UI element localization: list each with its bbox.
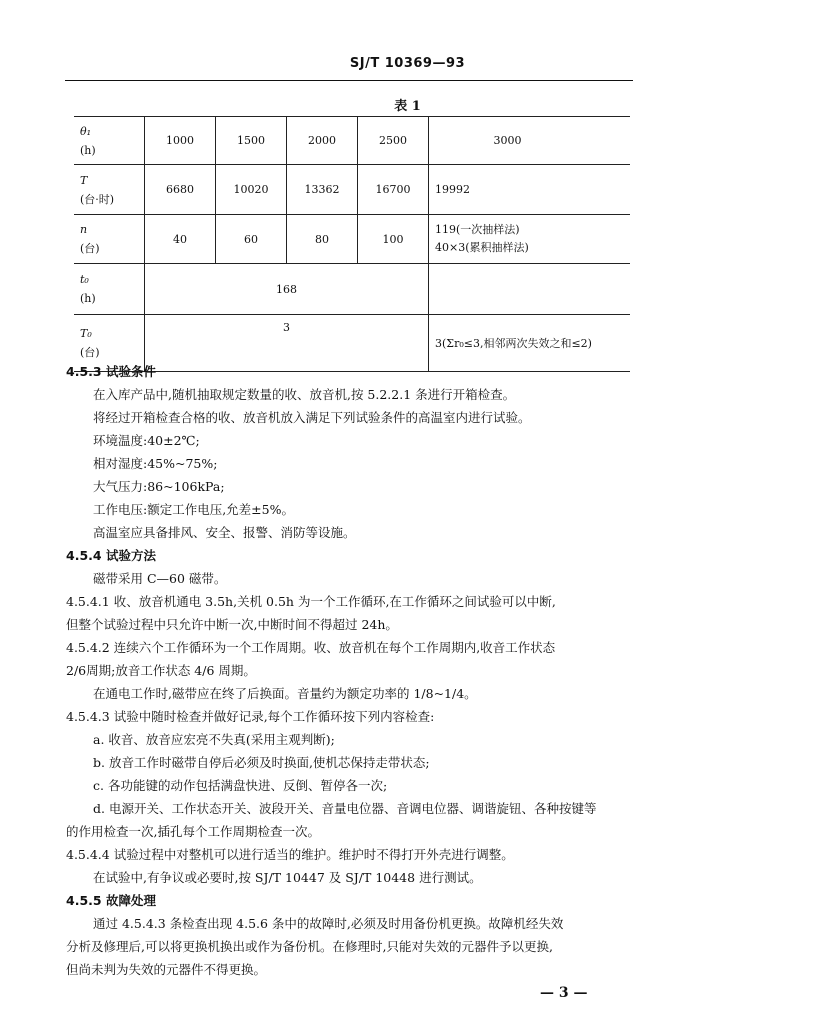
table-row	[74, 215, 630, 264]
table-cell: 3(Σr₀≤3,相邻两次失效之和≤2)	[429, 315, 631, 372]
paragraph-line: 但尚未判为失效的元器件不得更换。	[66, 962, 267, 977]
table-cell-merged: 3	[145, 315, 429, 372]
section-heading: 4.5.4 试验方法	[66, 548, 156, 563]
paragraph-line: 2/6周期;放音工作状态 4/6 周期。	[66, 663, 256, 678]
table-cell: 13362	[287, 165, 358, 215]
paragraph-line: 4.5.4.3 试验中随时检查并做好记录,每个工作循环按下列内容检查:	[66, 709, 435, 724]
table-cell-merged: 168	[145, 264, 429, 315]
list-item: b. 放音工作时磁带自停后必须及时换面,使机芯保持走带状态;	[93, 755, 430, 770]
row-label: T (台·时)	[74, 165, 145, 215]
row-label: t₀ (h)	[74, 264, 145, 315]
table-cell: 2500	[358, 117, 429, 165]
paragraph-line: 相对湿度:45%~75%;	[93, 456, 218, 471]
paragraph-line: 工作电压:额定工作电压,允差±5%。	[93, 502, 294, 517]
paragraph-line: 分析及修理后,可以将更换机换出或作为备份机。在修理时,只能对失效的元器件予以更换,	[66, 939, 553, 954]
page-number: — 3 —	[540, 985, 588, 1001]
table-row	[74, 264, 630, 315]
table-cell: 2000	[287, 117, 358, 165]
paragraph-line: 4.5.4.4 试验过程中对整机可以进行适当的维护。维护时不得打开外壳进行调整。	[66, 847, 514, 862]
list-item: c. 各功能键的动作包括满盘快进、反倒、暂停各一次;	[93, 778, 388, 793]
section-heading: 4.5.3 试验条件	[66, 364, 156, 379]
paragraph-line: 在通电工作时,磁带应在终了后换面。音量约为额定功率的 1/8~1/4。	[93, 686, 477, 701]
table-cell: 60	[216, 215, 287, 264]
paragraph-line: 环境温度:40±2℃;	[93, 433, 200, 448]
paragraph-line: 4.5.4.2 连续六个工作循环为一个工作周期。收、放音机在每个工作周期内,收音工作状态	[66, 640, 556, 655]
table-cell: 3000	[429, 117, 631, 165]
table-cell	[429, 264, 631, 315]
paragraph-line: 高温室应具备排风、安全、报警、消防等设施。	[93, 525, 356, 540]
table-cell: 16700	[358, 165, 429, 215]
paragraph-line: 将经过开箱检查合格的收、放音机放入满足下列试验条件的高温室内进行试验。	[93, 410, 531, 425]
table-cell: 119(一次抽样法) 40×3(累积抽样法)	[429, 215, 631, 264]
table-cell: 80	[287, 215, 358, 264]
list-item: a. 收音、放音应宏亮不失真(采用主观判断);	[93, 732, 335, 747]
table-row	[74, 315, 630, 372]
doc-header: SJ/T 10369—93	[349, 56, 466, 71]
paragraph-line: 大气压力:86~106kPa;	[93, 479, 225, 494]
list-item: d. 电源开关、工作状态开关、波段开关、音量电位器、音调电位器、调谐旋钮、各种按键等	[93, 801, 597, 816]
table-cell: 6680	[145, 165, 216, 215]
paragraph-line: 通过 4.5.4.3 条检查出现 4.5.6 条中的故障时,必须及时用备份机更换。故障机经失效	[93, 916, 564, 931]
table-row	[74, 165, 630, 215]
table-row	[74, 117, 630, 165]
table-caption: 表 1	[394, 99, 421, 114]
paragraph-line: 但整个试验过程中只允许中断一次,中断时间不得超过 24h。	[66, 617, 398, 632]
table-cell: 1500	[216, 117, 287, 165]
row-label: θ₁ (h)	[74, 117, 145, 165]
table-1	[74, 116, 630, 372]
row-label: T₀ (台)	[74, 315, 145, 372]
row-label: n (台)	[74, 215, 145, 264]
paragraph-line: 磁带采用 C—60 磁带。	[93, 571, 227, 586]
table-cell: 40	[145, 215, 216, 264]
table-cell: 19992	[429, 165, 631, 215]
table-cell: 1000	[145, 117, 216, 165]
paragraph-line: 的作用检查一次,插孔每个工作周期检查一次。	[66, 824, 320, 839]
paragraph-line: 4.5.4.1 收、放音机通电 3.5h,关机 0.5h 为一个工作循环,在工作循环之间试验可以中断,	[66, 594, 556, 609]
paragraph-line: 在入库产品中,随机抽取规定数量的收、放音机,按 5.2.2.1 条进行开箱检查。	[93, 387, 516, 402]
section-heading: 4.5.5 故障处理	[66, 893, 156, 908]
table-cell: 10020	[216, 165, 287, 215]
header-rule	[65, 80, 633, 81]
paragraph-line: 在试验中,有争议或必要时,按 SJ/T 10447 及 SJ/T 10448 进行测试。	[93, 870, 482, 885]
table-cell: 100	[358, 215, 429, 264]
